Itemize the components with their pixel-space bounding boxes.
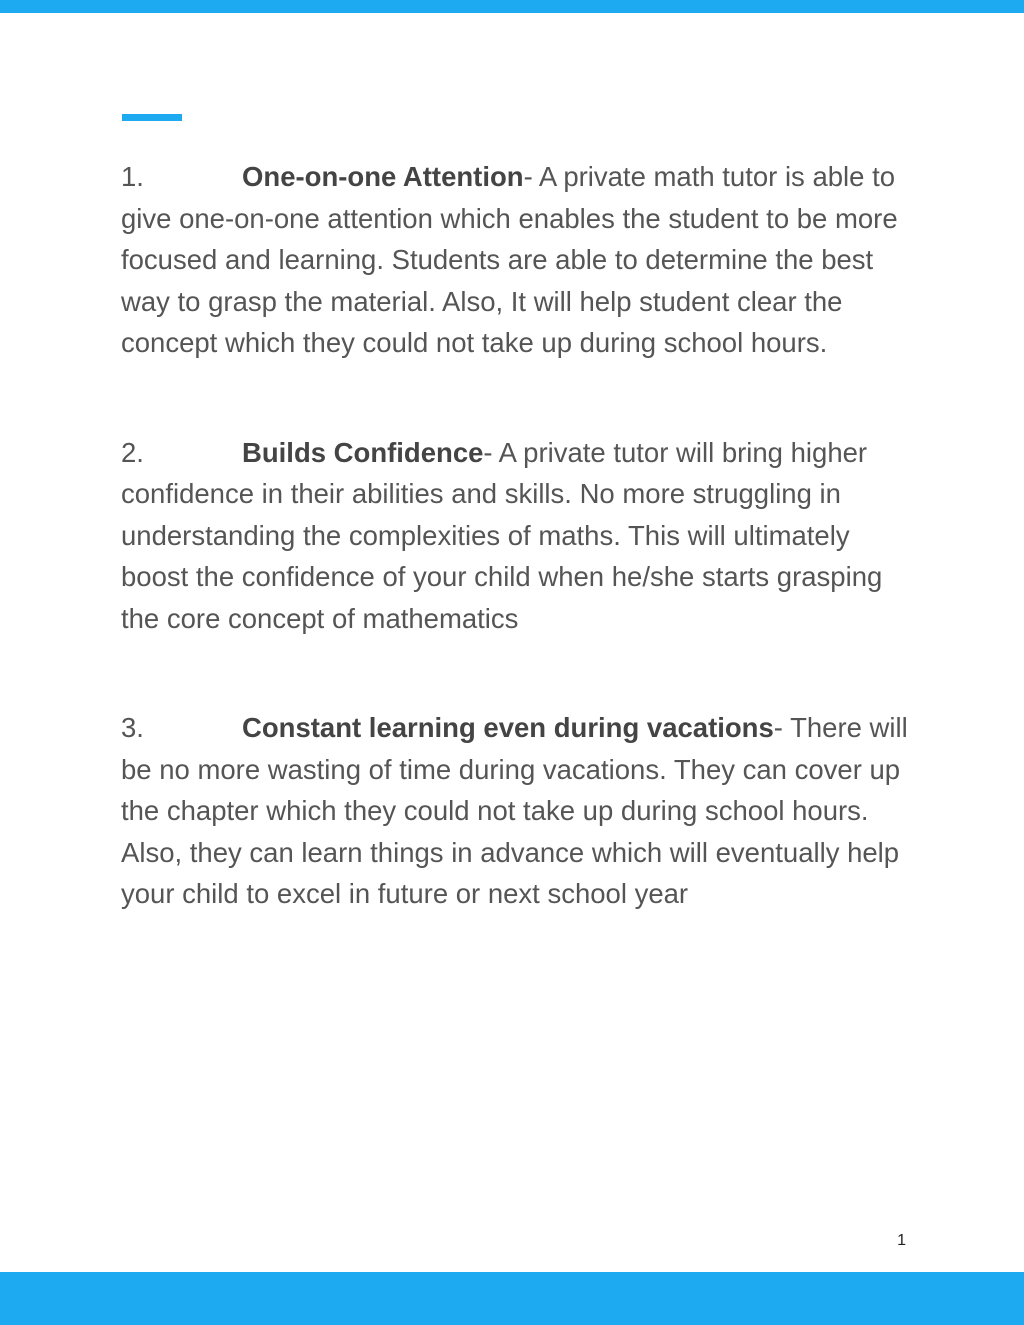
item-body: - A private tutor will bring higher confidence in their abilities and skills. No more struggling in understanding the complexities of maths. This will ultimately boost the confidence of your child when he/she starts grasping the core concept of mathematics: [121, 436, 883, 634]
accent-dash: [122, 114, 182, 121]
bottom-accent-bar: [0, 1272, 1024, 1325]
top-accent-bar: [0, 0, 1024, 13]
item-number: 1.: [121, 161, 144, 192]
page-number: 1: [897, 1232, 906, 1249]
list-item-constant-learning: [121, 707, 911, 915]
item-heading: One-on-one Attention: [242, 161, 524, 192]
item-body: - A private math tutor is able to give one-on-one attention which enables the student to be more focused and learning. Students are able to determine the best way to grasp the material. Also, It will help student clear the concept which they could not take up during school hours.: [121, 161, 898, 358]
item-heading: Constant learning even during vacations: [242, 712, 774, 743]
list-item-builds-confidence: [121, 432, 911, 640]
document-body: [121, 156, 911, 915]
item-number: 2.: [121, 436, 144, 468]
item-body: - There will be no more wasting of time during vacations. They can cover up the chapter which they could not take up during school hours. Also, they can learn things in advance which will eventually help your child to excel in future or next school year: [121, 712, 908, 909]
item-heading: Builds Confidence: [242, 436, 484, 468]
list-item-one-on-one-attention: [121, 156, 911, 364]
item-number: 3.: [121, 712, 144, 743]
